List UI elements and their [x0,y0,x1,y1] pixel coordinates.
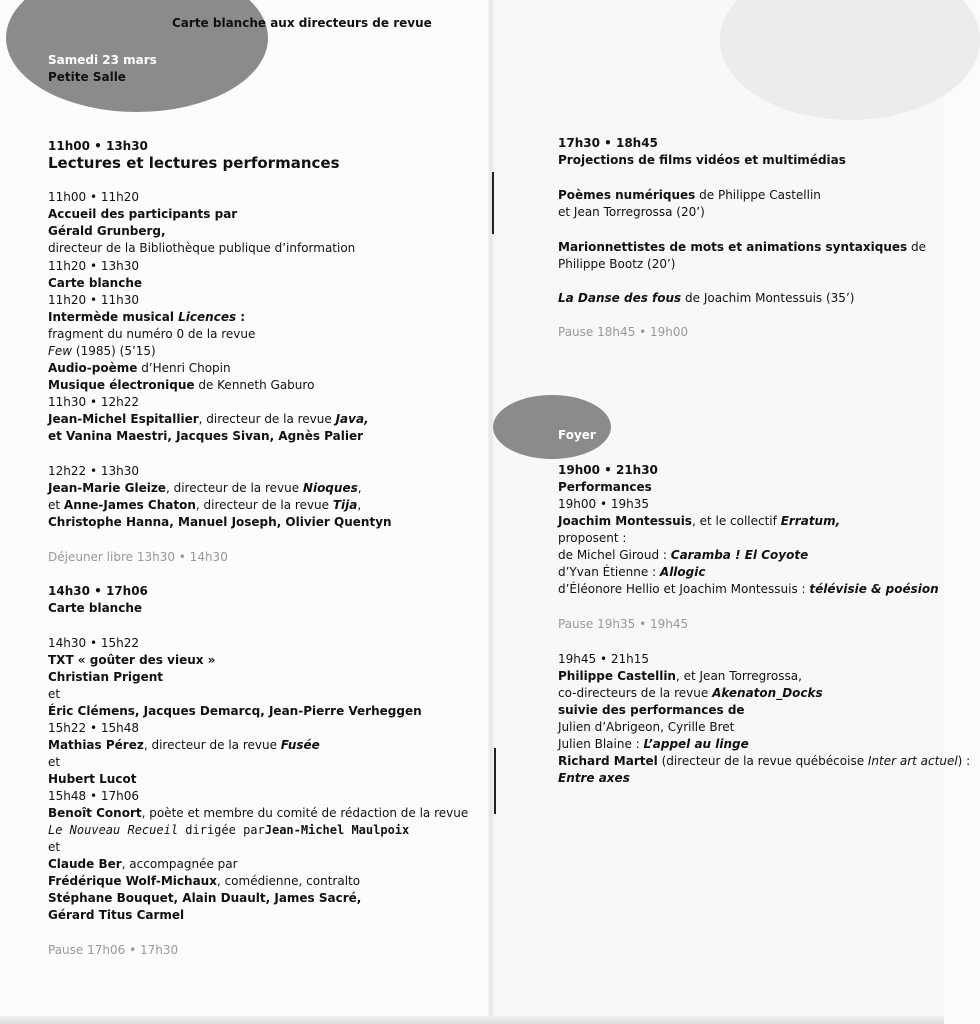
program-line: et [48,840,61,854]
section-time: 14h30 • 17h06 [48,584,148,598]
room-label: Petite Salle [48,70,126,84]
break-note: Déjeuner libre 13h30 • 14h30 [48,550,228,564]
staple-top [492,172,494,234]
program-line: co-directeurs de la revue Akenaton_Docks [558,686,823,700]
time-slot: 11h20 • 13h30 [48,259,139,273]
program-line: Carte blanche [48,601,143,615]
staple-bottom [494,748,496,814]
header-title: Carte blanche aux directeurs de revue [172,16,432,30]
program-line: Philippe Bootz (20’) [558,257,676,271]
program-line: Jean-Michel Espitallier, directeur de la revue Java, [48,412,369,426]
program-line: Carte blanche [48,276,143,290]
program-line: Benoît Conort, poète et membre du comité de rédaction de la revue [48,806,469,820]
program-line: Mathias Pérez, directeur de la revue Fusée [48,738,320,752]
program-line: Poèmes numériques de Philippe Castellin [558,188,821,202]
program-line: Intermède musical Licences : [48,310,246,324]
program-line: Jean-Marie Gleize, directeur de la revue Nioques, [48,481,362,495]
program-line: Stéphane Bouquet, Alain Duault, James Sacré, [48,891,362,905]
section-title: Lectures et lectures performances [48,154,340,172]
program-line: Joachim Montessuis, et le collectif Erratum, [558,514,841,528]
program-line: d’Éléonore Hellio et Joachim Montessuis : télévisie & poésion [558,582,939,596]
program-line: Philippe Castellin, et Jean Torregrossa, [558,669,802,683]
program-line: Performances [558,480,652,494]
foyer-blob [493,395,611,459]
program-line: et Vanina Maestri, Jacques Sivan, Agnès Palier [48,429,364,443]
section-time: 11h00 • 13h30 [48,139,148,153]
date-label: Samedi 23 mars [48,53,157,67]
program-line: Marionnettistes de mots et animations syntaxiques de [558,240,926,254]
program-line: proposent : [558,531,627,545]
program-line: Gérard Titus Carmel [48,908,185,922]
time-slot: 11h20 • 11h30 [48,293,139,307]
time-slot: 14h30 • 15h22 [48,636,139,650]
program-line: TXT « goûter des vieux » [48,653,216,667]
program-line: et Jean Torregrossa (20’) [558,205,705,219]
page-bottom-edge [0,1016,944,1024]
program-line: directeur de la Bibliothèque publique d’information [48,241,356,255]
time-slot: 12h22 • 13h30 [48,464,139,478]
program-line: d’Yvan Étienne : Allogic [558,565,706,579]
time-slot: 15h48 • 17h06 [48,789,139,803]
program-line: suivie des performances de [558,703,745,717]
program-line: Julien Blaine : L’appel au linge [558,737,749,751]
program-line: La Danse des fous de Joachim Montessuis (35’) [558,291,855,305]
program-line: et [48,755,61,769]
page-fold [488,0,494,1024]
program-line: Christian Prigent [48,670,164,684]
program-line: Christophe Hanna, Manuel Joseph, Olivier Quentyn [48,515,392,529]
break-note: Pause 19h35 • 19h45 [558,617,689,631]
program-line: Audio-poème d’Henri Chopin [48,361,231,375]
program-line: Projections de films vidéos et multimédias [558,153,846,167]
program-line: et Anne-James Chaton, directeur de la revue Tija, [48,498,362,512]
time-slot: 19h45 • 21h15 [558,652,649,666]
program-line: fragment du numéro 0 de la revue [48,327,256,341]
time-slot: 11h30 • 12h22 [48,395,139,409]
program-line: et [48,687,61,701]
program-line: Claude Ber, accompagnée par [48,857,238,871]
break-note: Pause 18h45 • 19h00 [558,325,689,339]
program-line: Few (1985) (5’15) [48,344,156,358]
program-line: Gérald Grunberg, [48,224,166,238]
program-line: Le Nouveau Recueil dirigée parJean-Michel Maulpoix [48,823,410,837]
time-slot: 11h00 • 11h20 [48,190,139,204]
program-line: Julien d’Abrigeon, Cyrille Bret [558,720,735,734]
program-line: Hubert Lucot [48,772,137,786]
program-line: Musique électronique de Kenneth Gaburo [48,378,315,392]
foyer-label: Foyer [558,428,596,442]
program-line: Éric Clémens, Jacques Demarcq, Jean-Pierre Verheggen [48,704,422,718]
time-slot: 15h22 • 15h48 [48,721,139,735]
section-time: 17h30 • 18h45 [558,136,658,150]
program-line: de Michel Giroud : Caramba ! El Coyote [558,548,809,562]
break-note: Pause 17h06 • 17h30 [48,943,179,957]
time-slot: 19h00 • 19h35 [558,497,649,511]
program-line: Accueil des participants par [48,207,238,221]
program-line: Entre axes [558,771,630,785]
program-line: Frédérique Wolf-Michaux, comédienne, contralto [48,874,361,888]
program-line: Richard Martel (directeur de la revue québécoise Inter art actuel) : [558,754,971,768]
section-time: 19h00 • 21h30 [558,463,658,477]
